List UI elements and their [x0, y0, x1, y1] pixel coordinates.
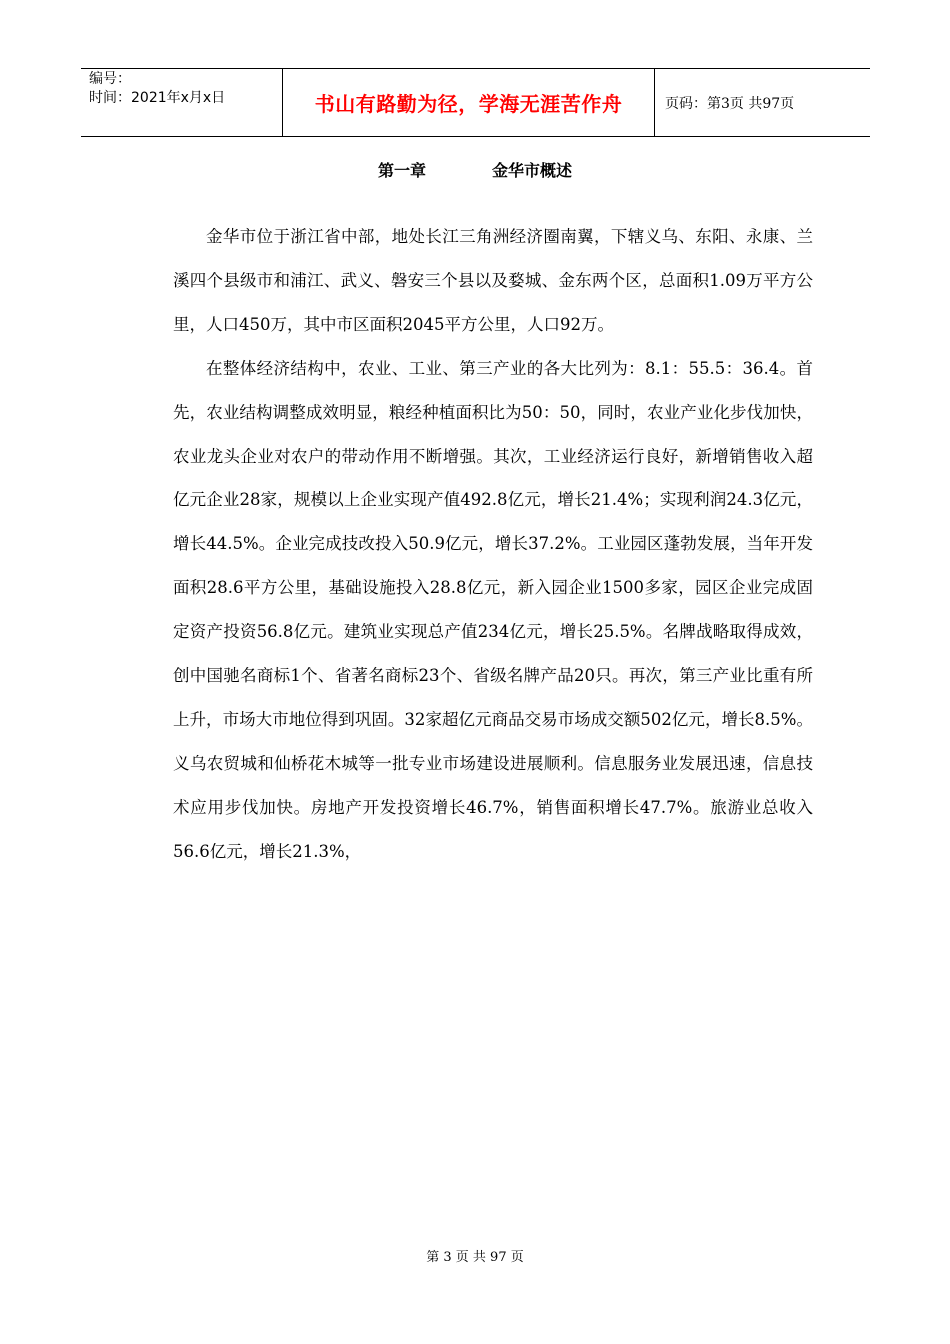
code-label: 编号： — [89, 71, 131, 87]
header-motto: 书山有路勤为径，学海无涯苦作舟 — [282, 69, 655, 136]
chapter-number: 第一章 — [377, 161, 426, 180]
document-header — [81, 68, 870, 137]
date-label: 时间：2021年x月x日 — [89, 90, 226, 106]
paragraph: 金华市位于浙江省中部，地处长江三角洲经济圈南翼，下辖义乌、东阳、永康、兰溪四个县级市和浦江、武义、磐安三个县以及婺城、金东两个区，总面积1.09万平方公里，人口450万，其中市区面积2045平方公里，人口92万。 — [173, 227, 813, 334]
header-page-info: 页码：第3页 共97页 — [665, 95, 795, 112]
paragraph: 在整体经济结构中，农业、工业、第三产业的各大比列为：8.1：55.5：36.4。首先，农业结构调整成效明显，粮经种植面积比为50：50，同时，农业产业化步伐加快，农业龙头企业对农户的带动作用不断增强。其次，工业经济运行良好，新增销售收入超亿元企业28家，规模以上企业实现产值492.8亿元，增长21.4%；实现利润24.3亿元，增长44.5%。企业完成技改投入50.9亿元，增长37.2%。工业园区蓬勃发展，当年开发面积28.6平方公里，基础设施投入28.8亿元，新入园企业1500多家，园区企业完成固定资产投资56.8亿元。建筑业实现总产值234亿元，增长25.5%。名牌战略取得成效，创中国驰名商标1个、省著名商标23个、省级名牌产品20只。再次，第三产业比重有所上升，市场大市地位得到巩固。32家超亿元商品交易市场成交额502亿元，增长8.5%。义乌农贸城和仙桥花木城等一批专业市场建设进展顺利。信息服务业发展迅速，信息技术应用步伐加快。房地产开发投资增长46.7%，销售面积增长47.7%。旅游业总收入56.6亿元，增长21.3%， — [173, 358, 813, 861]
page-footer: 第 3 页 共 97 页 — [426, 1250, 524, 1265]
chapter-name: 金华市概述 — [492, 161, 573, 180]
body-text — [173, 215, 813, 874]
chapter-title — [0, 158, 950, 181]
header-meta — [81, 69, 282, 136]
